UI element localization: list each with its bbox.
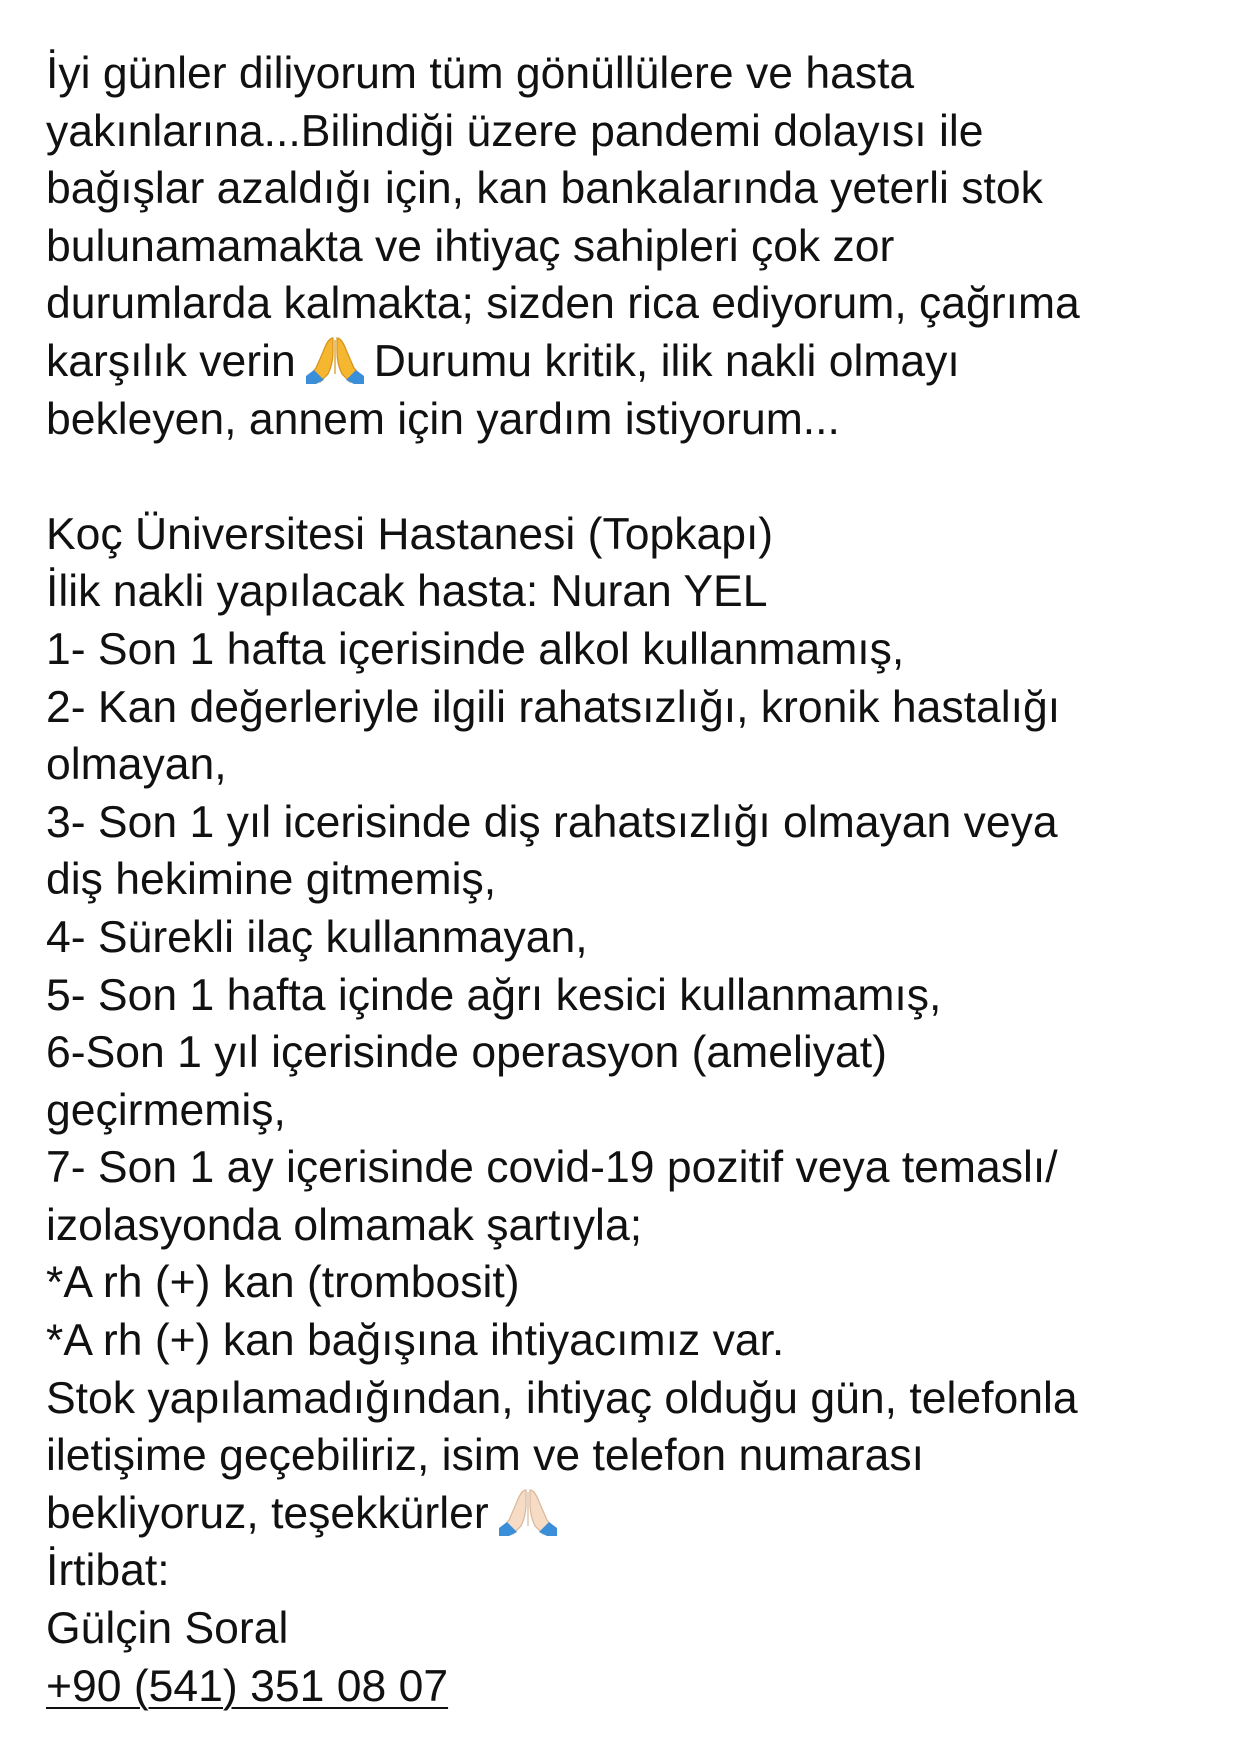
intro-line-part: Durumu kritik, ilik nakli olmayı: [373, 336, 960, 386]
criteria-line: 4- Sürekli ilaç kullanmayan,: [46, 912, 588, 962]
intro-line: bulunamamakta ve ihtiyaç sahipleri çok zor: [46, 221, 895, 271]
intro-line-part: karşılık verin: [46, 336, 296, 386]
intro-line-with-emoji: [46, 333, 1206, 391]
criteria-line: izolasyonda olmamak şartıyla;: [46, 1200, 643, 1250]
intro-line: bağışlar azaldığı için, kan bankalarında yeterli stok: [46, 164, 1043, 214]
paragraph-spacer: [46, 448, 1206, 506]
criteria-line: 6-Son 1 yıl içerisinde operasyon (ameliyat): [46, 1028, 887, 1078]
message-body: [46, 45, 1206, 1715]
closing-line: iletişime geçebiliriz, isim ve telefon numarası: [46, 1431, 924, 1481]
closing-line-text: bekliyoruz, teşekkürler: [46, 1488, 489, 1538]
folded-hands-light-skin-icon: [495, 1486, 561, 1536]
intro-line: yakınlarına...Bilindiği üzere pandemi dolayısı ile: [46, 106, 984, 156]
intro-line: İyi günler diliyorum tüm gönüllülere ve hasta: [46, 49, 915, 98]
criteria-line: 1- Son 1 hafta içerisinde alkol kullanmamış,: [46, 624, 905, 674]
need-line: *A rh (+) kan (trombosit): [46, 1258, 520, 1308]
intro-line: durumlarda kalmakta; sizden rica ediyorum, çağrıma: [46, 279, 1080, 329]
intro-line: bekleyen, annem için yardım istiyorum...: [46, 394, 840, 444]
folded-hands-icon: [302, 334, 368, 384]
closing-line: Stok yapılamadığından, ihtiyaç olduğu gün, telefonla: [46, 1373, 1078, 1423]
contact-label: İrtibat:: [46, 1546, 170, 1596]
contact-phone-line: [46, 1658, 1206, 1716]
criteria-line: olmayan,: [46, 740, 227, 790]
need-line: *A rh (+) kan bağışına ihtiyacımız var.: [46, 1316, 785, 1366]
phone-link[interactable]: +90 (541) 351 08 07: [46, 1661, 449, 1711]
closing-line-with-emoji: [46, 1485, 1206, 1543]
contact-name: Gülçin Soral: [46, 1604, 289, 1654]
criteria-line: geçirmemiş,: [46, 1085, 286, 1135]
criteria-line: 3- Son 1 yıl icerisinde diş rahatsızlığı olmayan veya: [46, 797, 1058, 847]
criteria-line: 2- Kan değerleriyle ilgili rahatsızlığı, kronik hastalığı: [46, 682, 1061, 732]
criteria-line: 5- Son 1 hafta içinde ağrı kesici kullanmamış,: [46, 970, 942, 1020]
criteria-line: 7- Son 1 ay içerisinde covid-19 pozitif veya temaslı/: [46, 1143, 1058, 1193]
criteria-line: diş hekimine gitmemiş,: [46, 855, 497, 905]
hospital-name: Koç Üniversitesi Hastanesi (Topkapı): [46, 509, 774, 559]
patient-line: İlik nakli yapılacak hasta: Nuran YEL: [46, 567, 768, 617]
